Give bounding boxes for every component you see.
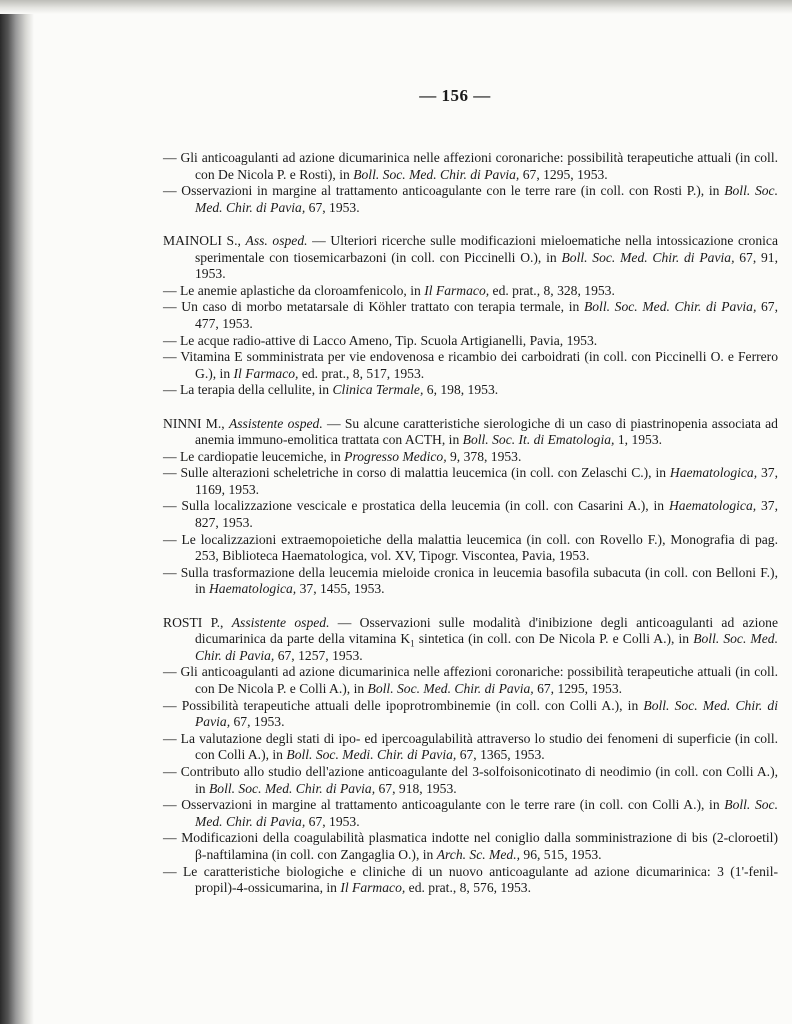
entry-text: — Sulla trasformazione della leucemia mieloide cronica in leucemia basofila subacuta (in coll. con Belloni F.), in: [163, 564, 778, 597]
entry-text: — Su alcune caratteristiche sierologiche di un caso di piastrinopenia associata ad anemia immuno-emolitica trattata con ACTH, in: [195, 415, 778, 448]
journal-title: Boll. Soc. Med. Chir. di Pavia,: [195, 631, 778, 663]
journal-title: Assistente osped.: [228, 415, 323, 431]
entry-text: ed. prat., 8, 576, 1953.: [405, 880, 532, 896]
entry-text: 96, 515, 1953.: [520, 846, 602, 862]
publication-entry: [163, 299, 778, 332]
publication-entry: [163, 731, 778, 764]
entry-text: — Sulla localizzazione vescicale e prostatica della leucemia (in coll. con Casarini A.), in: [163, 498, 669, 514]
journal-title: Boll. Soc. Med. Chir. di Pavia,: [561, 249, 735, 265]
entry-text: 67, 1257, 1953.: [274, 647, 363, 663]
journal-title: Progresso Medico,: [344, 448, 447, 464]
publication-entry: [163, 465, 778, 498]
entry-text: sintetica (in coll. con De Nicola P. e Colli A.), in: [414, 631, 694, 647]
subscript: 1: [410, 638, 415, 649]
journal-title: Il Farmaco,: [233, 365, 299, 381]
author-entry: [163, 615, 778, 665]
publication-entry: [163, 664, 778, 697]
publication-entry: [163, 864, 778, 897]
author-entry: [163, 233, 778, 283]
publication-entry: [163, 698, 778, 731]
journal-title: Boll. Soc. Med. Chir. di Pavia,: [195, 797, 778, 829]
author-section: [163, 615, 778, 897]
publication-entry: [163, 349, 778, 382]
entry-text: — Le caratteristiche biologiche e cliniche di un nuovo anticoagulante ad azione dicumarinica: 3 (1'-fenil-propil)-4-ossicumarina, in: [163, 863, 778, 896]
entry-text: ed. prat., 8, 517, 1953.: [298, 365, 425, 381]
publication-entry: [163, 830, 778, 863]
entry-text: — Vitamina E somministrata per vie endovenosa e ricambio dei carboidrati (in coll. con Piccinelli O. e Ferrero G.), in: [163, 349, 778, 381]
journal-title: Il Farmaco,: [424, 282, 490, 298]
entry-text: — Gli anticoagulanti ad azione dicumarinica nelle affezioni coronariche: possibilità terapeutiche attuali (in coll. con De Nicola P. e Rosti), in: [163, 150, 778, 182]
entry-text: — Possibilità terapeutiche attuali delle ipoprotrombinemie (in coll. con Colli A.), in: [163, 697, 644, 713]
entry-text: MAINOLI S.,: [163, 232, 246, 248]
entry-text: — Osservazioni in margine al trattamento anticoagulante con le terre rare (in coll. con Rosti P.), in: [163, 183, 725, 199]
entry-text: 67, 918, 1953.: [375, 780, 457, 796]
entry-text: 67, 1953.: [230, 714, 285, 730]
entry-text: — Sulle alterazioni scheletriche in corso di malattia leucemica (in coll. con Zelaschi C.), in: [163, 465, 670, 481]
entry-text: ed. prat., 8, 328, 1953.: [489, 282, 615, 298]
journal-title: Haematologica,: [669, 465, 758, 481]
entry-text: — Osservazioni sulle modalità d'inibizione degli anticoagulanti ad azione dicumarinica da parte della vitamina K: [195, 614, 779, 647]
entry-text: 67, 1295, 1953.: [519, 166, 608, 182]
scan-binding-shadow: [0, 0, 34, 1024]
entry-text: 37, 1169, 1953.: [195, 465, 778, 497]
publication-entry: [163, 532, 778, 565]
author-entry: [163, 416, 778, 449]
entry-text: — Osservazioni in margine al trattamento anticoagulante con le terre rare (in coll. con Colli A.), in: [163, 797, 725, 813]
entry-text: — Contributo allo studio dell'azione anticoagulante del 3-solfoisonicotinato di neodimio (in coll. con Colli A.), in: [163, 763, 778, 796]
entry-text: 67, 1365, 1953.: [456, 747, 545, 763]
publication-entry: [163, 183, 778, 216]
entry-text: 37, 1455, 1953.: [296, 581, 385, 597]
author-section: [163, 150, 778, 216]
journal-title: Boll. Soc. Med. Chir. di Pavia,: [353, 166, 520, 182]
publication-entry: [163, 382, 778, 399]
entry-text: ROSTI P.,: [163, 614, 232, 630]
entry-text: — Le localizzazioni extraemopoietiche della malattia leucemica (in coll. con Rovello F.), Monografia di pag. 253, Biblioteca Haematologica, vol. XV, Tipogr. Viscontea, Pavia, 1953.: [163, 531, 778, 564]
journal-title: Haematologica,: [668, 498, 757, 514]
publication-entry: [163, 764, 778, 797]
author-section: [163, 416, 778, 599]
entry-text: 9, 378, 1953.: [446, 448, 522, 464]
journal-title: Boll. Soc. Med. Chir. di Pavia,: [367, 681, 534, 696]
entry-text: — Modificazioni della coagulabilità plasmatica indotte nel coniglio dalla somministrazione di bis (2-cloroetil) β-naftilamina (in coll. con Zangaglia O.), in: [163, 830, 778, 862]
entry-text: 67, 1295, 1953.: [533, 681, 623, 696]
journal-title: Boll. Soc. Med. Chir. di Pavia,: [583, 299, 757, 315]
entry-text: 6, 198, 1953.: [423, 382, 499, 398]
publication-entry: [163, 333, 778, 350]
entry-text: — La valutazione degli stati di ipo- ed ipercoagulabilità attraverso lo studio dei fenomeni di superficie (in coll. con Colli A.), in: [163, 730, 778, 763]
publication-entry: [163, 449, 778, 466]
entry-text: 67, 477, 1953.: [195, 299, 779, 331]
entry-text: 67, 1953.: [305, 199, 360, 215]
publication-entry: [163, 283, 778, 300]
publication-entry: [163, 797, 778, 830]
journal-title: Boll. Soc. Medi. Chir. di Pavia,: [286, 747, 457, 763]
journal-title: Clinica Termale,: [332, 382, 424, 398]
journal-title: Ass. osped.: [245, 232, 308, 248]
journal-title: Boll. Soc. Med. Chir. di Pavia,: [195, 183, 778, 215]
bibliography-list: [163, 150, 778, 913]
publication-entry: [163, 565, 778, 598]
entry-text: 1, 1953.: [614, 432, 663, 448]
scan-top-edge: [0, 0, 792, 14]
entry-text: — Un caso di morbo metatarsale di Köhler trattato con terapia termale, in: [163, 299, 584, 315]
entry-text: NINNI M.,: [163, 415, 229, 431]
entry-text: — Ulteriori ricerche sulle modificazioni mieloematiche nella intossicazione cronica sperimentale con tiosemicarbazoni (in coll. con Piccinelli O.), in: [195, 232, 778, 265]
journal-title: Il Farmaco,: [340, 880, 406, 896]
journal-title: Boll. Soc. It. di Ematologia,: [462, 432, 615, 448]
entry-text: — Gli anticoagulanti ad azione dicumarinica nelle affezioni coronariche: possibilità terapeutiche attuali (in coll. con De Nicola P. e Colli A.), in: [163, 664, 778, 696]
entry-text: 37, 827, 1953.: [195, 498, 779, 531]
entry-text: 67, 1953.: [305, 813, 360, 829]
journal-title: Haematologica,: [208, 581, 297, 597]
entry-text: — Le acque radio-attive di Lacco Ameno, Tip. Scuola Artigianelli, Pavia, 1953.: [163, 332, 598, 348]
journal-title: Boll. Soc. Med. Chir. di Pavia,: [208, 780, 376, 796]
author-section: [163, 233, 778, 399]
page-number: — 156 —: [419, 86, 491, 105]
journal-title: Arch. Sc. Med.,: [436, 846, 521, 862]
journal-title: Boll. Soc. Med. Chir. di Pavia,: [195, 697, 779, 730]
publication-entry: [163, 150, 778, 183]
entry-text: — Le cardiopatie leucemiche, in: [163, 448, 345, 464]
publication-entry: [163, 498, 778, 531]
journal-title: Assistente osped.: [231, 614, 330, 630]
entry-text: — La terapia della cellulite, in: [163, 382, 333, 398]
entry-text: — Le anemie aplastiche da cloroamfenicolo, in: [163, 282, 425, 298]
entry-text: 67, 91, 1953.: [195, 249, 778, 282]
